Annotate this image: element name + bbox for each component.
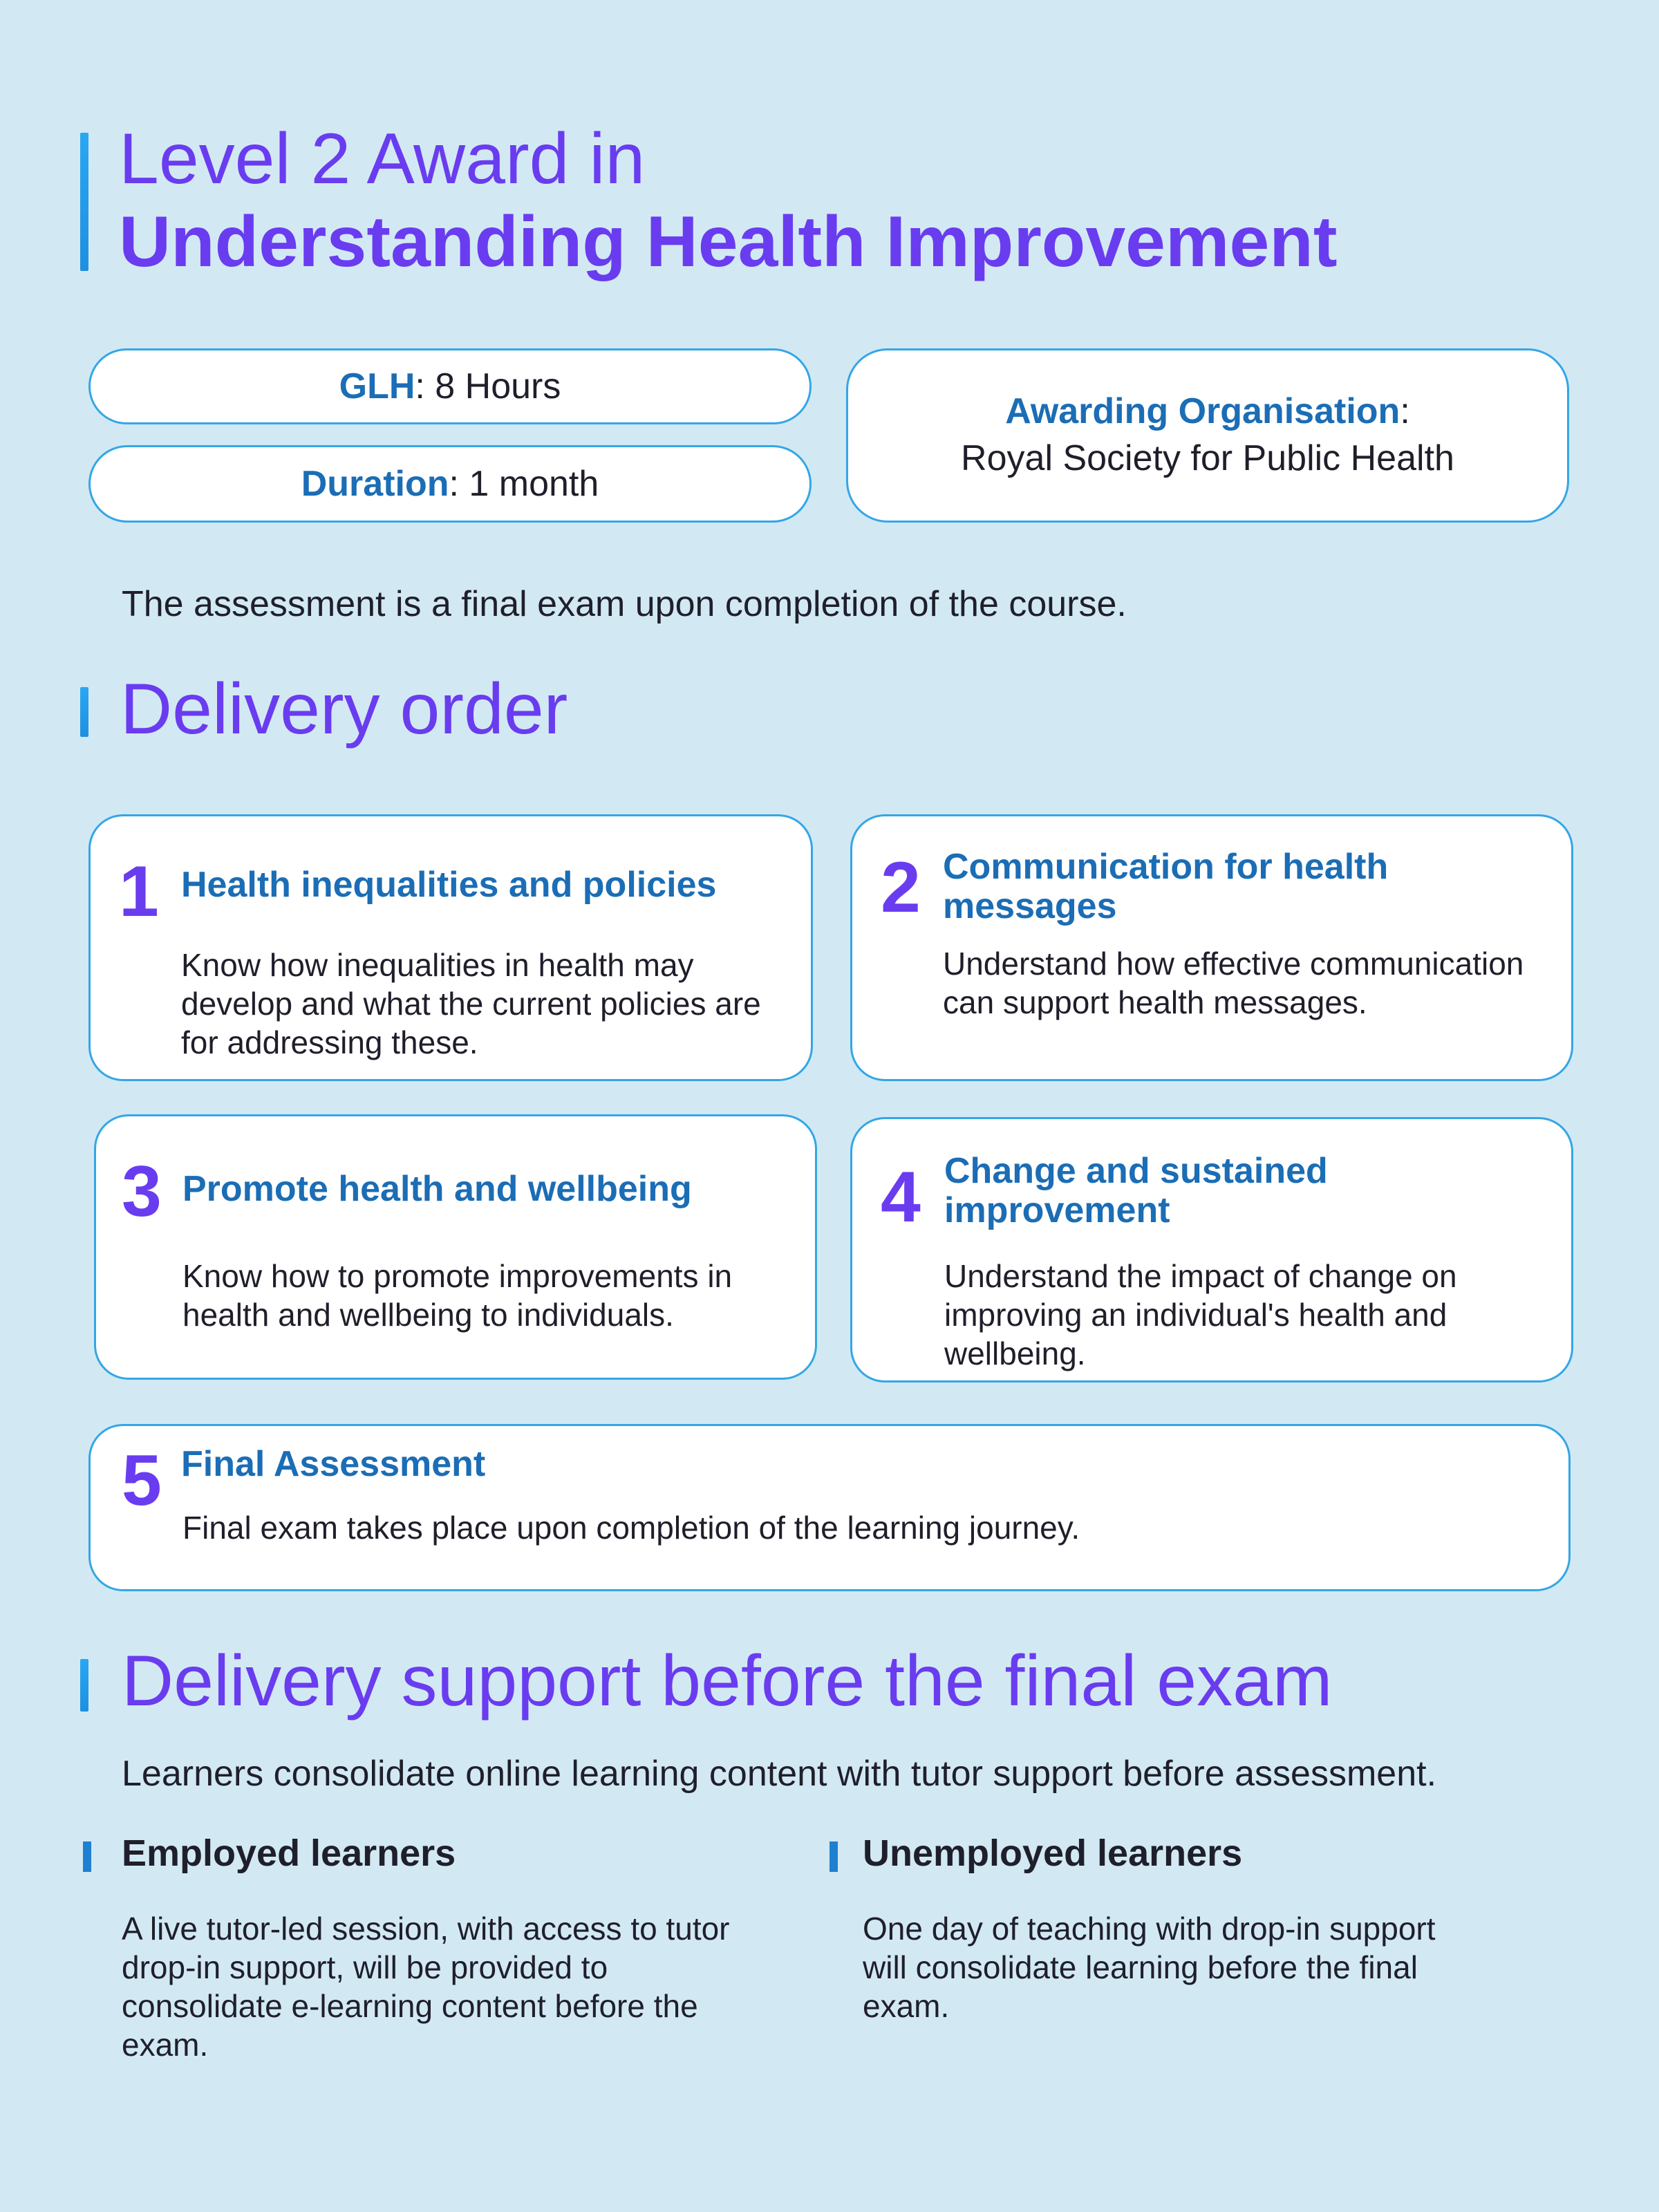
unemployed-learners-heading: Unemployed learners [863,1833,1243,1874]
step-desc-3: Know how to promote improvements in health and wellbeing to individuals. [182,1258,733,1333]
step-card-3 [94,1114,817,1380]
step-desc-4: Understand the impact of change on improving an individual's health and wellbeing. [944,1258,1457,1372]
delivery-support-intro: Learners consolidate online learning content with tutor support before assessment. [122,1754,1437,1794]
org-colon: : [1400,391,1410,432]
glh-label: GLH [339,366,415,406]
step-title-5: Final Assessment [181,1444,486,1484]
employed-marker [83,1841,91,1872]
delivery-order-accent-bar [80,687,88,737]
org-value: Royal Society for Public Health [961,438,1454,478]
page-title-line1: Level 2 Award in [119,119,646,199]
page-title-line2: Understanding Health Improvement [119,202,1338,282]
step-desc-1: Know how inequalities in health may develop and what the current policies are for addressing these. [181,947,761,1061]
employed-learners-text: A live tutor-led session, with access to tutor drop-in support, will be provided to consolidate e-learning content before the exam. [122,1911,730,2063]
step-number-4: 4 [881,1157,921,1237]
title-accent-bar [80,133,88,271]
duration-pill [88,445,812,523]
org-label: Awarding Organisation [1005,391,1400,432]
glh-value: : 8 Hours [415,366,561,406]
glh-pill [88,348,812,424]
step-number-5: 5 [122,1441,162,1521]
duration-value: : 1 month [449,464,599,504]
duration-label: Duration [301,464,449,504]
step-number-2: 2 [881,847,921,928]
step-desc-2: Understand how effective communication can support health messages. [943,946,1524,1021]
delivery-support-accent-bar [80,1659,88,1712]
step-desc-5: Final exam takes place upon completion of the learning journey. [182,1510,1080,1546]
step-title-2: Communication for health messages [943,847,1389,927]
assessment-note: The assessment is a final exam upon completion of the course. [122,584,1127,624]
step-number-3: 3 [122,1152,162,1232]
employed-learners-heading: Employed learners [122,1833,456,1874]
step-title-4: Change and sustained improvement [944,1151,1328,1231]
org-label-line [1005,388,1410,435]
step-title-1: Health inequalities and policies [181,865,717,905]
unemployed-learners-text: One day of teaching with drop-in support will consolidate learning before the final exam. [863,1911,1436,2025]
delivery-order-heading: Delivery order [120,669,568,749]
awarding-organisation-box [846,348,1569,523]
step-title-3: Promote health and wellbeing [182,1169,692,1209]
step-number-1: 1 [119,852,159,932]
delivery-support-heading: Delivery support before the final exam [122,1641,1333,1721]
unemployed-marker [830,1841,838,1872]
